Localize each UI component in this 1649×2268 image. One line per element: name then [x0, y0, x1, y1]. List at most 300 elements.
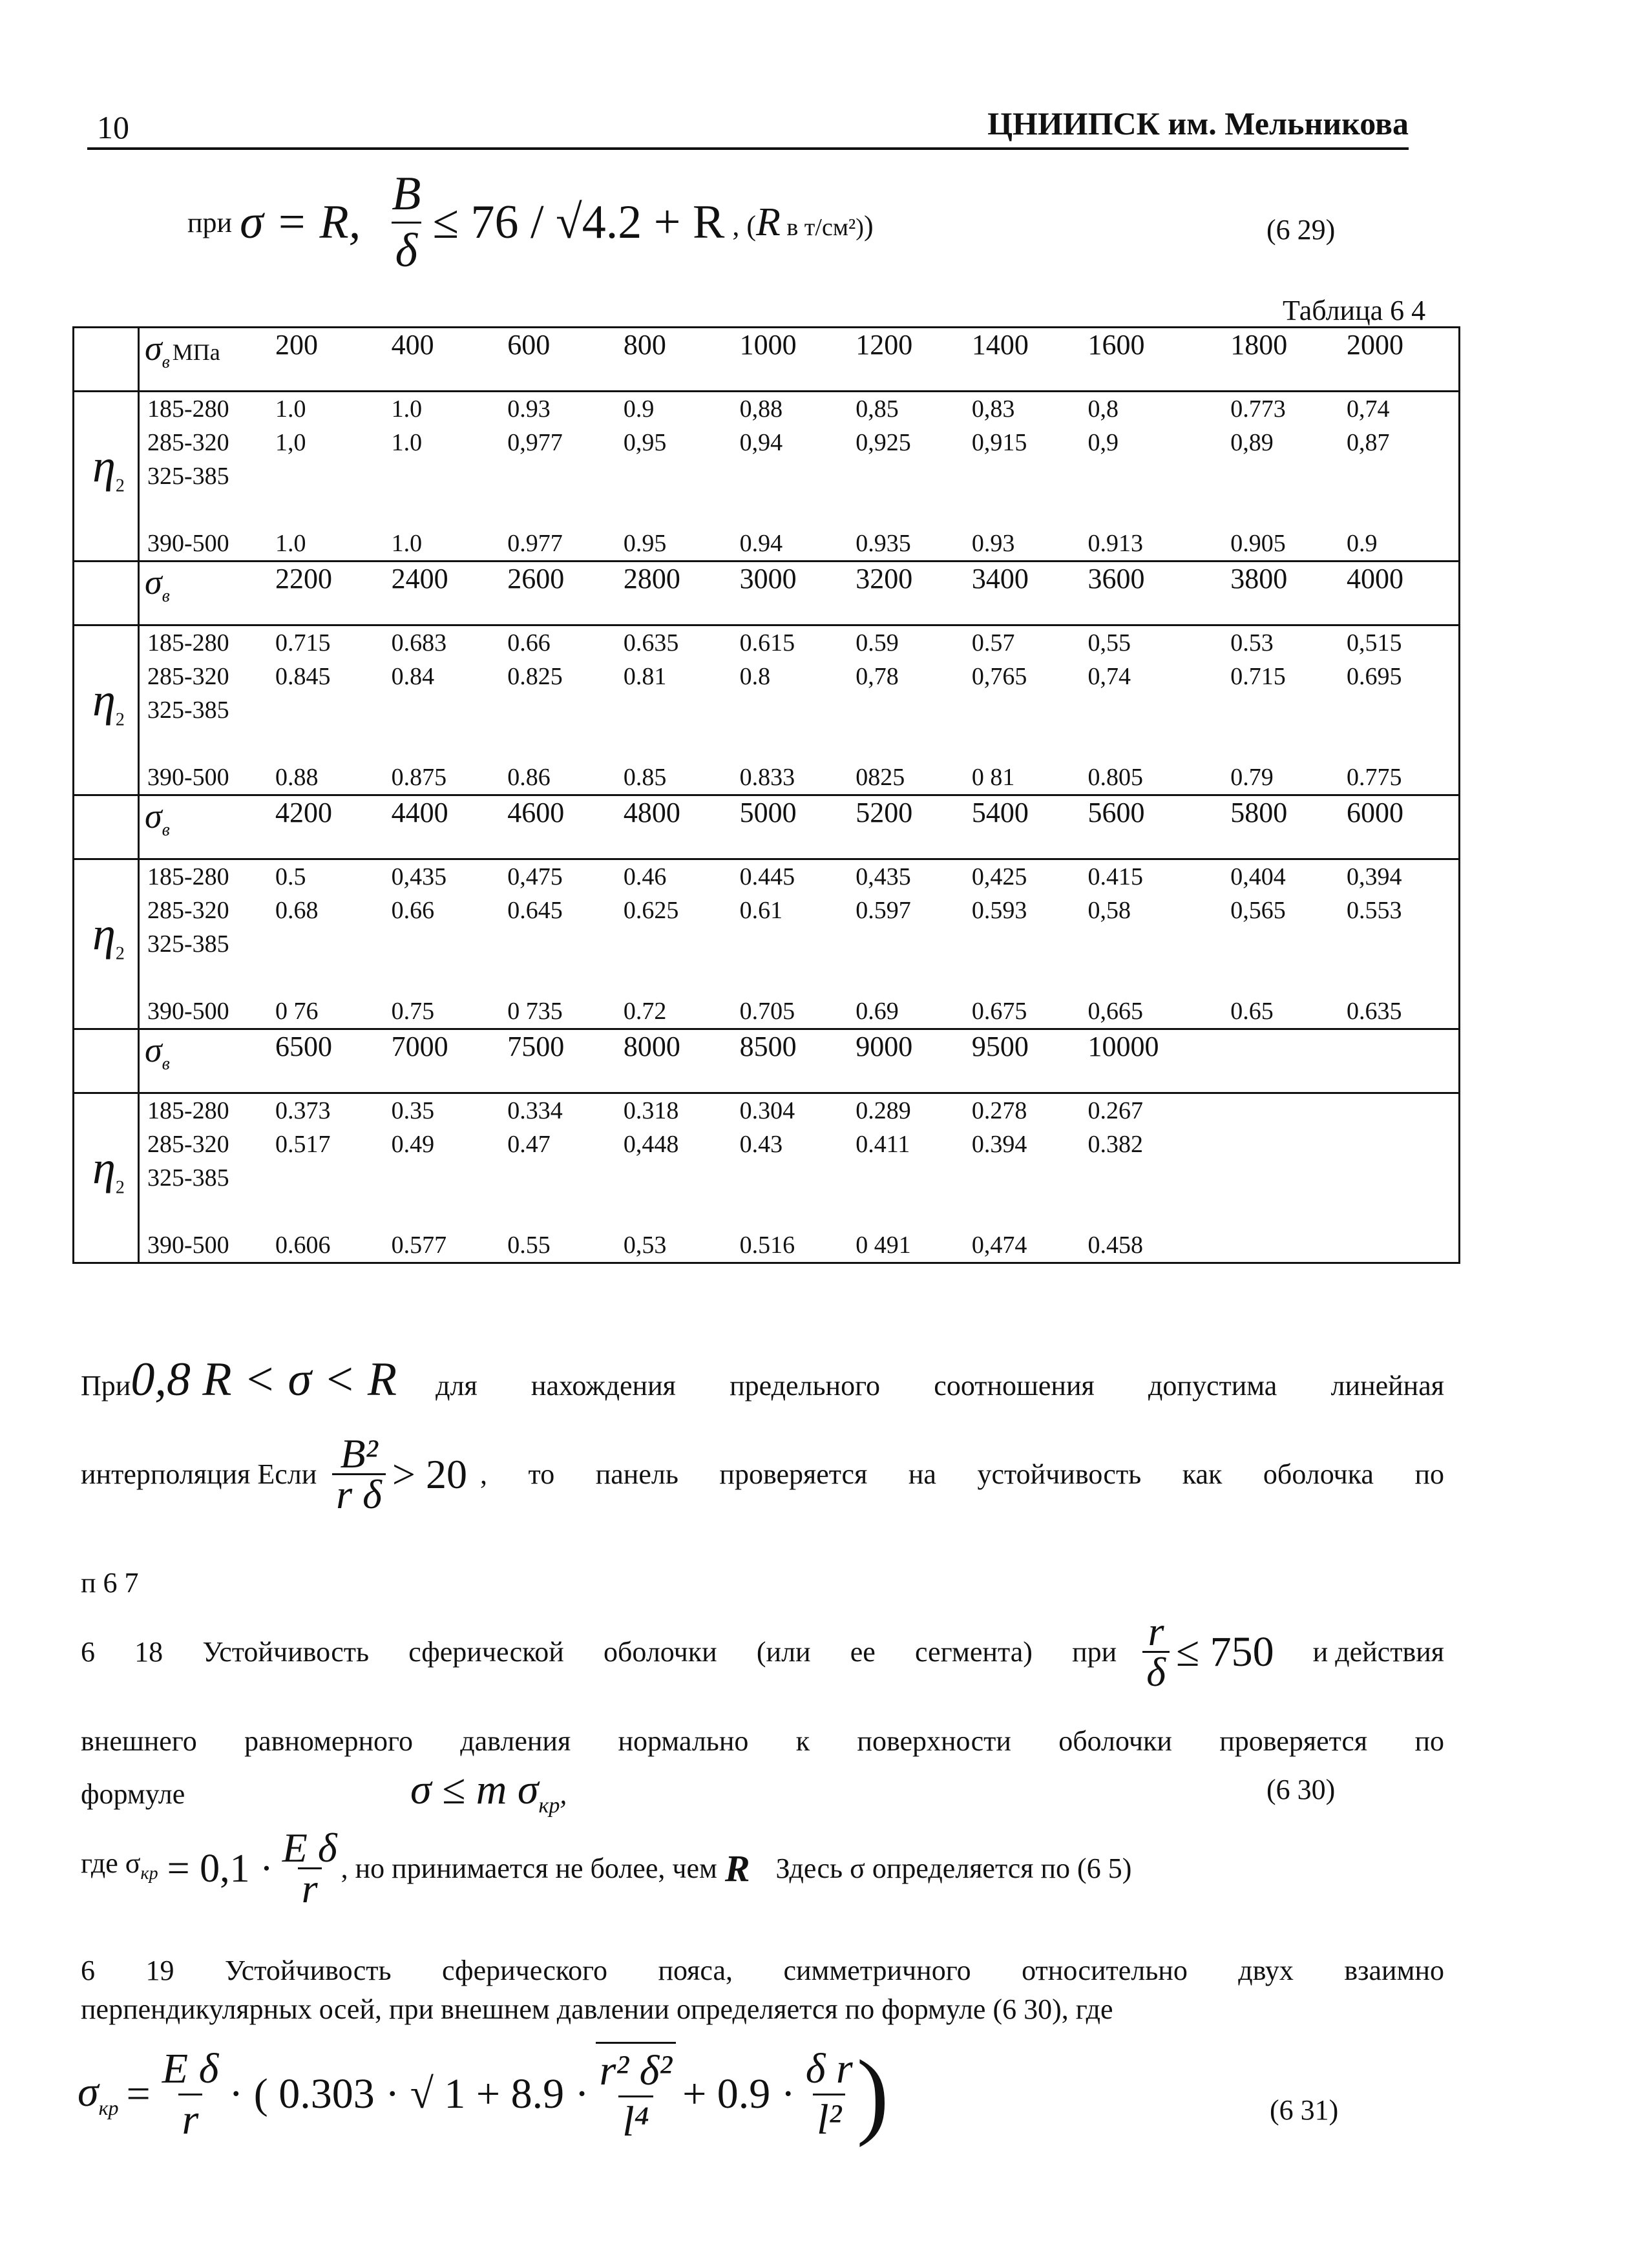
para618-frac-num: r [1148, 1608, 1164, 1654]
note-open: , ( [732, 210, 756, 242]
column-header: 1800 [1225, 328, 1341, 392]
f631-frac3-den: l² [813, 2094, 845, 2145]
value-cell: 0.845 [275, 663, 331, 690]
column-header: 8500 [735, 1029, 851, 1093]
grade-cell: 285-320 [139, 1128, 271, 1161]
value-cell [1341, 693, 1460, 727]
value-cell: 0,89 [1230, 429, 1274, 456]
para618-where [81, 1825, 1444, 1911]
column-header: 1400 [967, 328, 1083, 392]
value-cell: 0,915 [971, 429, 1027, 456]
table-caption: Таблица 6 4 [1283, 295, 1426, 326]
value-cell: 0.445 [739, 863, 795, 890]
f631-body-b: + 0.9 · [682, 2070, 795, 2117]
grade-cell: 285-320 [139, 660, 271, 693]
value-cell: 0,977 [507, 429, 563, 456]
value-cell: 0,665 [1082, 994, 1225, 1029]
value-cell [386, 459, 503, 493]
value-cell: 0.415 [1087, 863, 1143, 890]
value-cell: 0,394 [1341, 859, 1460, 894]
note-r: R [755, 200, 781, 244]
eta-header-blank [74, 328, 139, 392]
formula-630-sub: кр [538, 1794, 560, 1818]
value-cell: 0.913 [1082, 527, 1225, 562]
value-cell: 0.635 [623, 629, 679, 656]
value-cell [618, 727, 735, 761]
para618-line1-b: и действия [1312, 1635, 1444, 1668]
table-row [74, 459, 1460, 493]
sigma-subscript: в [162, 585, 170, 606]
value-cell: 0.318 [623, 1097, 679, 1124]
para619-line2: перпендикулярных осей, при внешнем давлении определяется по формуле (6 30), где [81, 1993, 1113, 2025]
value-cell: 0.516 [735, 1228, 851, 1263]
formula-number-630: (6 30) [1266, 1774, 1336, 1805]
value-cell: 0.517 [275, 1131, 331, 1158]
value-cell [502, 459, 618, 493]
value-cell: 0.65 [1225, 994, 1341, 1029]
f631-frac3 [802, 2044, 857, 2145]
sigma-header-cell [139, 562, 271, 625]
value-cell: 0.57 [971, 629, 1015, 656]
column-header: 3400 [967, 562, 1083, 625]
f631-frac2 [596, 2042, 676, 2147]
value-cell [967, 459, 1083, 493]
value-cell: 0.5 [275, 863, 306, 890]
value-cell [735, 927, 851, 961]
where-den: r [298, 1867, 322, 1908]
f631-close: ) [856, 2041, 889, 2148]
value-cell: 0,435 [856, 863, 911, 890]
table-row [74, 693, 1460, 727]
eta-header-blank [74, 562, 139, 625]
grade-cell: 285-320 [139, 894, 271, 927]
value-cell: 0.47 [507, 1131, 551, 1158]
value-cell: 1.0 [386, 527, 503, 562]
value-cell: 0.79 [1225, 761, 1341, 795]
sigma-header-cell [139, 795, 271, 859]
value-cell: 1.0 [270, 527, 386, 562]
value-cell: 0,8 [1087, 395, 1119, 423]
value-cell [735, 727, 851, 761]
value-cell: 0.458 [1082, 1228, 1225, 1263]
eta-symbol: η [92, 674, 116, 726]
value-cell: 0.334 [507, 1097, 563, 1124]
column-header: 2200 [270, 562, 386, 625]
value-cell: 0,78 [856, 663, 899, 690]
f631-frac2-num: r² δ² [599, 2047, 673, 2094]
value-cell [850, 1161, 967, 1195]
column-header: 9500 [967, 1029, 1083, 1093]
value-cell: 1.0 [275, 395, 306, 423]
value-cell [270, 927, 386, 961]
value-cell: 0.84 [391, 663, 435, 690]
column-header: 4600 [502, 795, 618, 859]
value-cell [502, 1161, 618, 1195]
sigma-symbol: σ [145, 563, 162, 602]
column-header: 5800 [1225, 795, 1341, 859]
grade-cell: 390-500 [139, 1228, 271, 1263]
value-cell: 0,474 [967, 1228, 1083, 1263]
column-header: 7000 [386, 1029, 503, 1093]
eta-symbol: η [92, 440, 116, 492]
column-header: 3000 [735, 562, 851, 625]
value-cell [386, 1195, 503, 1228]
value-cell: 0.93 [967, 527, 1083, 562]
para1-fraction [332, 1431, 386, 1517]
value-cell: 0.833 [735, 761, 851, 795]
value-cell: 0.805 [1082, 761, 1225, 795]
value-cell [1341, 1128, 1460, 1161]
value-cell [386, 693, 503, 727]
value-cell: 0.705 [735, 994, 851, 1029]
value-cell [735, 1161, 851, 1195]
column-header: 3800 [1225, 562, 1341, 625]
value-cell [1082, 1161, 1225, 1195]
value-cell: 0.66 [507, 629, 551, 656]
value-cell [1341, 1161, 1460, 1195]
column-header: 4000 [1341, 562, 1460, 625]
table-row [74, 994, 1460, 1029]
value-cell: 0.75 [386, 994, 503, 1029]
value-cell [386, 1161, 503, 1195]
table-row [74, 961, 1460, 994]
value-cell [618, 1161, 735, 1195]
value-cell [1225, 1161, 1341, 1195]
sigma-header-cell [139, 328, 271, 392]
value-cell [1225, 961, 1341, 994]
eta-subscript: 2 [115, 943, 125, 964]
value-cell: 0.577 [386, 1228, 503, 1263]
grade-cell: 325-385 [139, 459, 271, 493]
value-cell: 0.304 [739, 1097, 795, 1124]
value-cell [1341, 927, 1460, 961]
column-header: 9000 [850, 1029, 967, 1093]
value-cell: 1,0 [275, 429, 306, 456]
value-cell [1225, 1228, 1341, 1263]
sigma-header-cell [139, 1029, 271, 1093]
value-cell [1341, 1228, 1460, 1263]
value-cell: 0.95 [618, 527, 735, 562]
grade-cell: 390-500 [139, 527, 271, 562]
value-cell [850, 927, 967, 961]
grade-cell: 185-280 [139, 1093, 271, 1128]
eta-symbol: η [92, 1142, 116, 1194]
value-cell: 0,74 [1087, 663, 1131, 690]
value-cell: 0.9 [623, 395, 655, 423]
value-cell: 0.85 [618, 761, 735, 795]
value-cell: 0,95 [623, 429, 667, 456]
value-cell: 0.775 [1341, 761, 1460, 795]
value-cell [1082, 961, 1225, 994]
value-cell [502, 727, 618, 761]
table-row [74, 761, 1460, 795]
para618-line2: внешнего равномерного давления нормально к поверхности оболочки проверяется по [81, 1725, 1444, 1757]
value-cell [735, 493, 851, 527]
para1-text: для нахождения предельного соотношения допустима линейная [436, 1370, 1444, 1402]
column-header: 200 [270, 328, 386, 392]
eta-subscript: 2 [115, 476, 125, 496]
value-cell [618, 493, 735, 527]
eta-cell [74, 1093, 139, 1263]
para1-frac-num: B² [340, 1431, 378, 1476]
column-header: 5600 [1082, 795, 1225, 859]
value-cell [502, 961, 618, 994]
column-header: 2400 [386, 562, 503, 625]
table-row [74, 1093, 1460, 1128]
para618-line3-a: формуле [81, 1778, 185, 1810]
value-cell: 0,925 [856, 429, 911, 456]
value-cell: 0,448 [623, 1131, 679, 1158]
column-header: 5000 [735, 795, 851, 859]
table-header-row [74, 328, 1460, 392]
formula-note: , (R в т/см²)) [732, 200, 874, 244]
value-cell: 0.267 [1087, 1097, 1143, 1124]
table-header-row [74, 562, 1460, 625]
value-cell [1341, 1195, 1460, 1228]
unit-label: МПа [172, 339, 220, 365]
value-cell: 0.8 [739, 663, 771, 690]
value-cell: 0.593 [971, 897, 1027, 924]
value-cell: 0.905 [1225, 527, 1341, 562]
organization-name: ЦНИИПСК им. Мельникова [987, 105, 1409, 142]
formula-629 [187, 167, 874, 278]
para1-cond: > 20 [392, 1451, 468, 1497]
formula-prefix: при [187, 207, 233, 238]
grade-cell: 285-320 [139, 426, 271, 459]
eta-symbol: η [92, 908, 116, 960]
value-cell: 0.825 [507, 663, 563, 690]
value-cell [735, 961, 851, 994]
f631-sigma: σ [78, 2068, 99, 2116]
value-cell [1225, 493, 1341, 527]
para1-line2 [81, 1431, 1444, 1517]
column-header: 6500 [270, 1029, 386, 1093]
sigma-symbol: σ [145, 1031, 162, 1069]
value-cell: 0.394 [971, 1131, 1027, 1158]
value-cell [270, 1195, 386, 1228]
value-cell [967, 693, 1083, 727]
column-header: 4400 [386, 795, 503, 859]
value-cell [1341, 493, 1460, 527]
column-header: 5200 [850, 795, 967, 859]
value-cell [618, 961, 735, 994]
value-cell: 0.935 [850, 527, 967, 562]
sigma-subscript: в [162, 352, 170, 372]
value-cell: 0.715 [1230, 663, 1286, 690]
page-number: 10 [97, 109, 129, 145]
sigma-subscript: в [162, 819, 170, 840]
eta-subscript: 2 [115, 709, 125, 730]
where-r: R [724, 1847, 750, 1889]
value-cell: 0,565 [1230, 897, 1286, 924]
value-cell: 0 81 [967, 761, 1083, 795]
value-cell [1225, 459, 1341, 493]
value-cell [618, 459, 735, 493]
value-cell: 0,74 [1341, 392, 1460, 426]
value-cell: 0,435 [391, 863, 447, 890]
value-cell [618, 927, 735, 961]
value-cell [967, 493, 1083, 527]
value-cell: 0.635 [1341, 994, 1460, 1029]
value-cell [270, 693, 386, 727]
value-cell: 0.606 [270, 1228, 386, 1263]
f631-frac3-num: δ r [805, 2044, 853, 2092]
value-cell [1225, 727, 1341, 761]
value-cell: 0 491 [850, 1228, 967, 1263]
f631-frac1 [158, 2044, 223, 2145]
value-cell [618, 1195, 735, 1228]
value-cell: 0.49 [391, 1131, 435, 1158]
value-cell [850, 1195, 967, 1228]
para1-line2-b: , то панель проверяется на устойчивость как оболочка по [480, 1458, 1444, 1490]
value-cell [270, 727, 386, 761]
para1-line2-a: интерполяция Если [81, 1458, 317, 1490]
f631-frac1-den: r [178, 2094, 203, 2145]
eta-header-blank [74, 1029, 139, 1093]
formula-number-629: (6 29) [1266, 214, 1336, 246]
column-header: 4800 [618, 795, 735, 859]
value-cell: 0.9 [1341, 527, 1460, 562]
table-row [74, 1161, 1460, 1195]
value-cell: 1.0 [391, 395, 423, 423]
value-cell: 0,425 [971, 863, 1027, 890]
where-fraction [278, 1825, 341, 1911]
table-row [74, 1228, 1460, 1263]
grade-cell: 185-280 [139, 859, 271, 894]
para1-line1 [81, 1353, 1444, 1406]
f631-body-a: · ( 0.303 · √ 1 + 8.9 · [229, 2070, 589, 2117]
value-cell: 0.615 [739, 629, 795, 656]
f631-lhs [78, 2068, 119, 2120]
formula-630-body: σ ≤ m σ [410, 1766, 539, 1813]
value-cell [850, 459, 967, 493]
table-row [74, 660, 1460, 693]
fraction-numerator: B [392, 167, 421, 220]
sigma-symbol: σ [145, 797, 162, 835]
column-header: 1600 [1082, 328, 1225, 392]
formula-fraction [388, 167, 425, 278]
para619-line1: 6 19 Устойчивость сферического пояса, симметричного относительно двух взаимно [81, 1955, 1444, 1986]
value-cell [1082, 459, 1225, 493]
value-cell: 0.373 [275, 1097, 331, 1124]
value-cell: 0.81 [623, 663, 667, 690]
eta-table [72, 326, 1460, 1264]
value-cell [1341, 961, 1460, 994]
column-header [1341, 1029, 1460, 1093]
column-header: 3200 [850, 562, 967, 625]
value-cell: 0.382 [1087, 1131, 1143, 1158]
para618-fraction [1142, 1608, 1170, 1695]
where-sub: кр [140, 1863, 158, 1884]
value-cell [1225, 1093, 1341, 1128]
value-cell: 0.35 [391, 1097, 435, 1124]
column-header: 10000 [1082, 1029, 1225, 1093]
formula-lhs: σ = R, [240, 196, 361, 249]
value-cell [967, 1161, 1083, 1195]
value-cell [850, 493, 967, 527]
table-row [74, 859, 1460, 894]
grade-cell: 185-280 [139, 392, 271, 426]
value-cell [1082, 1195, 1225, 1228]
value-cell: 0,83 [971, 395, 1015, 423]
grade-cell: 325-385 [139, 693, 271, 727]
table-row [74, 493, 1460, 527]
para618-line3 [81, 1766, 1444, 1825]
value-cell: 0,87 [1341, 426, 1460, 459]
value-cell: 0.88 [270, 761, 386, 795]
column-header: 2000 [1341, 328, 1460, 392]
para1-inequality: 0,8 R < σ < R [131, 1353, 397, 1406]
value-cell [1341, 727, 1460, 761]
value-cell [967, 961, 1083, 994]
value-cell: 0.53 [1230, 629, 1274, 656]
grade-cell [139, 961, 271, 994]
value-cell: 0,765 [971, 663, 1027, 690]
value-cell: 0,9 [1087, 429, 1119, 456]
value-cell: 0.86 [502, 761, 618, 795]
value-cell [1341, 459, 1460, 493]
value-cell: 0.59 [856, 629, 899, 656]
eta-cell [74, 625, 139, 795]
column-header: 7500 [502, 1029, 618, 1093]
where-a: где σ [81, 1847, 141, 1879]
value-cell: 0.645 [507, 897, 563, 924]
eta-header-blank [74, 795, 139, 859]
column-header: 5400 [967, 795, 1083, 859]
value-cell: 0,53 [618, 1228, 735, 1263]
value-cell [735, 1195, 851, 1228]
value-cell [270, 459, 386, 493]
formula-number-631: (6 31) [1270, 2094, 1339, 2126]
f631-sub: кр [98, 2096, 119, 2120]
value-cell: 0 735 [502, 994, 618, 1029]
value-cell [1225, 693, 1341, 727]
value-cell [967, 1195, 1083, 1228]
value-cell: 0.773 [1230, 395, 1286, 423]
value-cell: 0.553 [1341, 894, 1460, 927]
where-eq: = 0,1 · [167, 1846, 273, 1891]
eta-cell [74, 859, 139, 1029]
column-header: 2600 [502, 562, 618, 625]
value-cell: 0.55 [502, 1228, 618, 1263]
grade-cell: 390-500 [139, 994, 271, 1029]
value-cell [1225, 927, 1341, 961]
sigma-subscript: в [162, 1053, 170, 1074]
f631-eq: = [126, 2070, 151, 2117]
formula-631 [78, 2042, 889, 2147]
value-cell: 0.46 [623, 863, 667, 890]
value-cell [850, 727, 967, 761]
value-cell [386, 927, 503, 961]
value-cell [967, 727, 1083, 761]
table-row [74, 625, 1460, 660]
value-cell: 0.977 [502, 527, 618, 562]
formula-630 [410, 1766, 567, 1825]
column-header: 400 [386, 328, 503, 392]
grade-cell [139, 1195, 271, 1228]
value-cell: 0,404 [1230, 863, 1286, 890]
table-row [74, 426, 1460, 459]
column-header: 2800 [618, 562, 735, 625]
grade-cell: 185-280 [139, 625, 271, 660]
value-cell: 0.93 [507, 395, 551, 423]
value-cell [850, 961, 967, 994]
column-header: 3600 [1082, 562, 1225, 625]
value-cell [735, 459, 851, 493]
value-cell [270, 493, 386, 527]
column-header: 800 [618, 328, 735, 392]
value-cell: 0.289 [856, 1097, 911, 1124]
